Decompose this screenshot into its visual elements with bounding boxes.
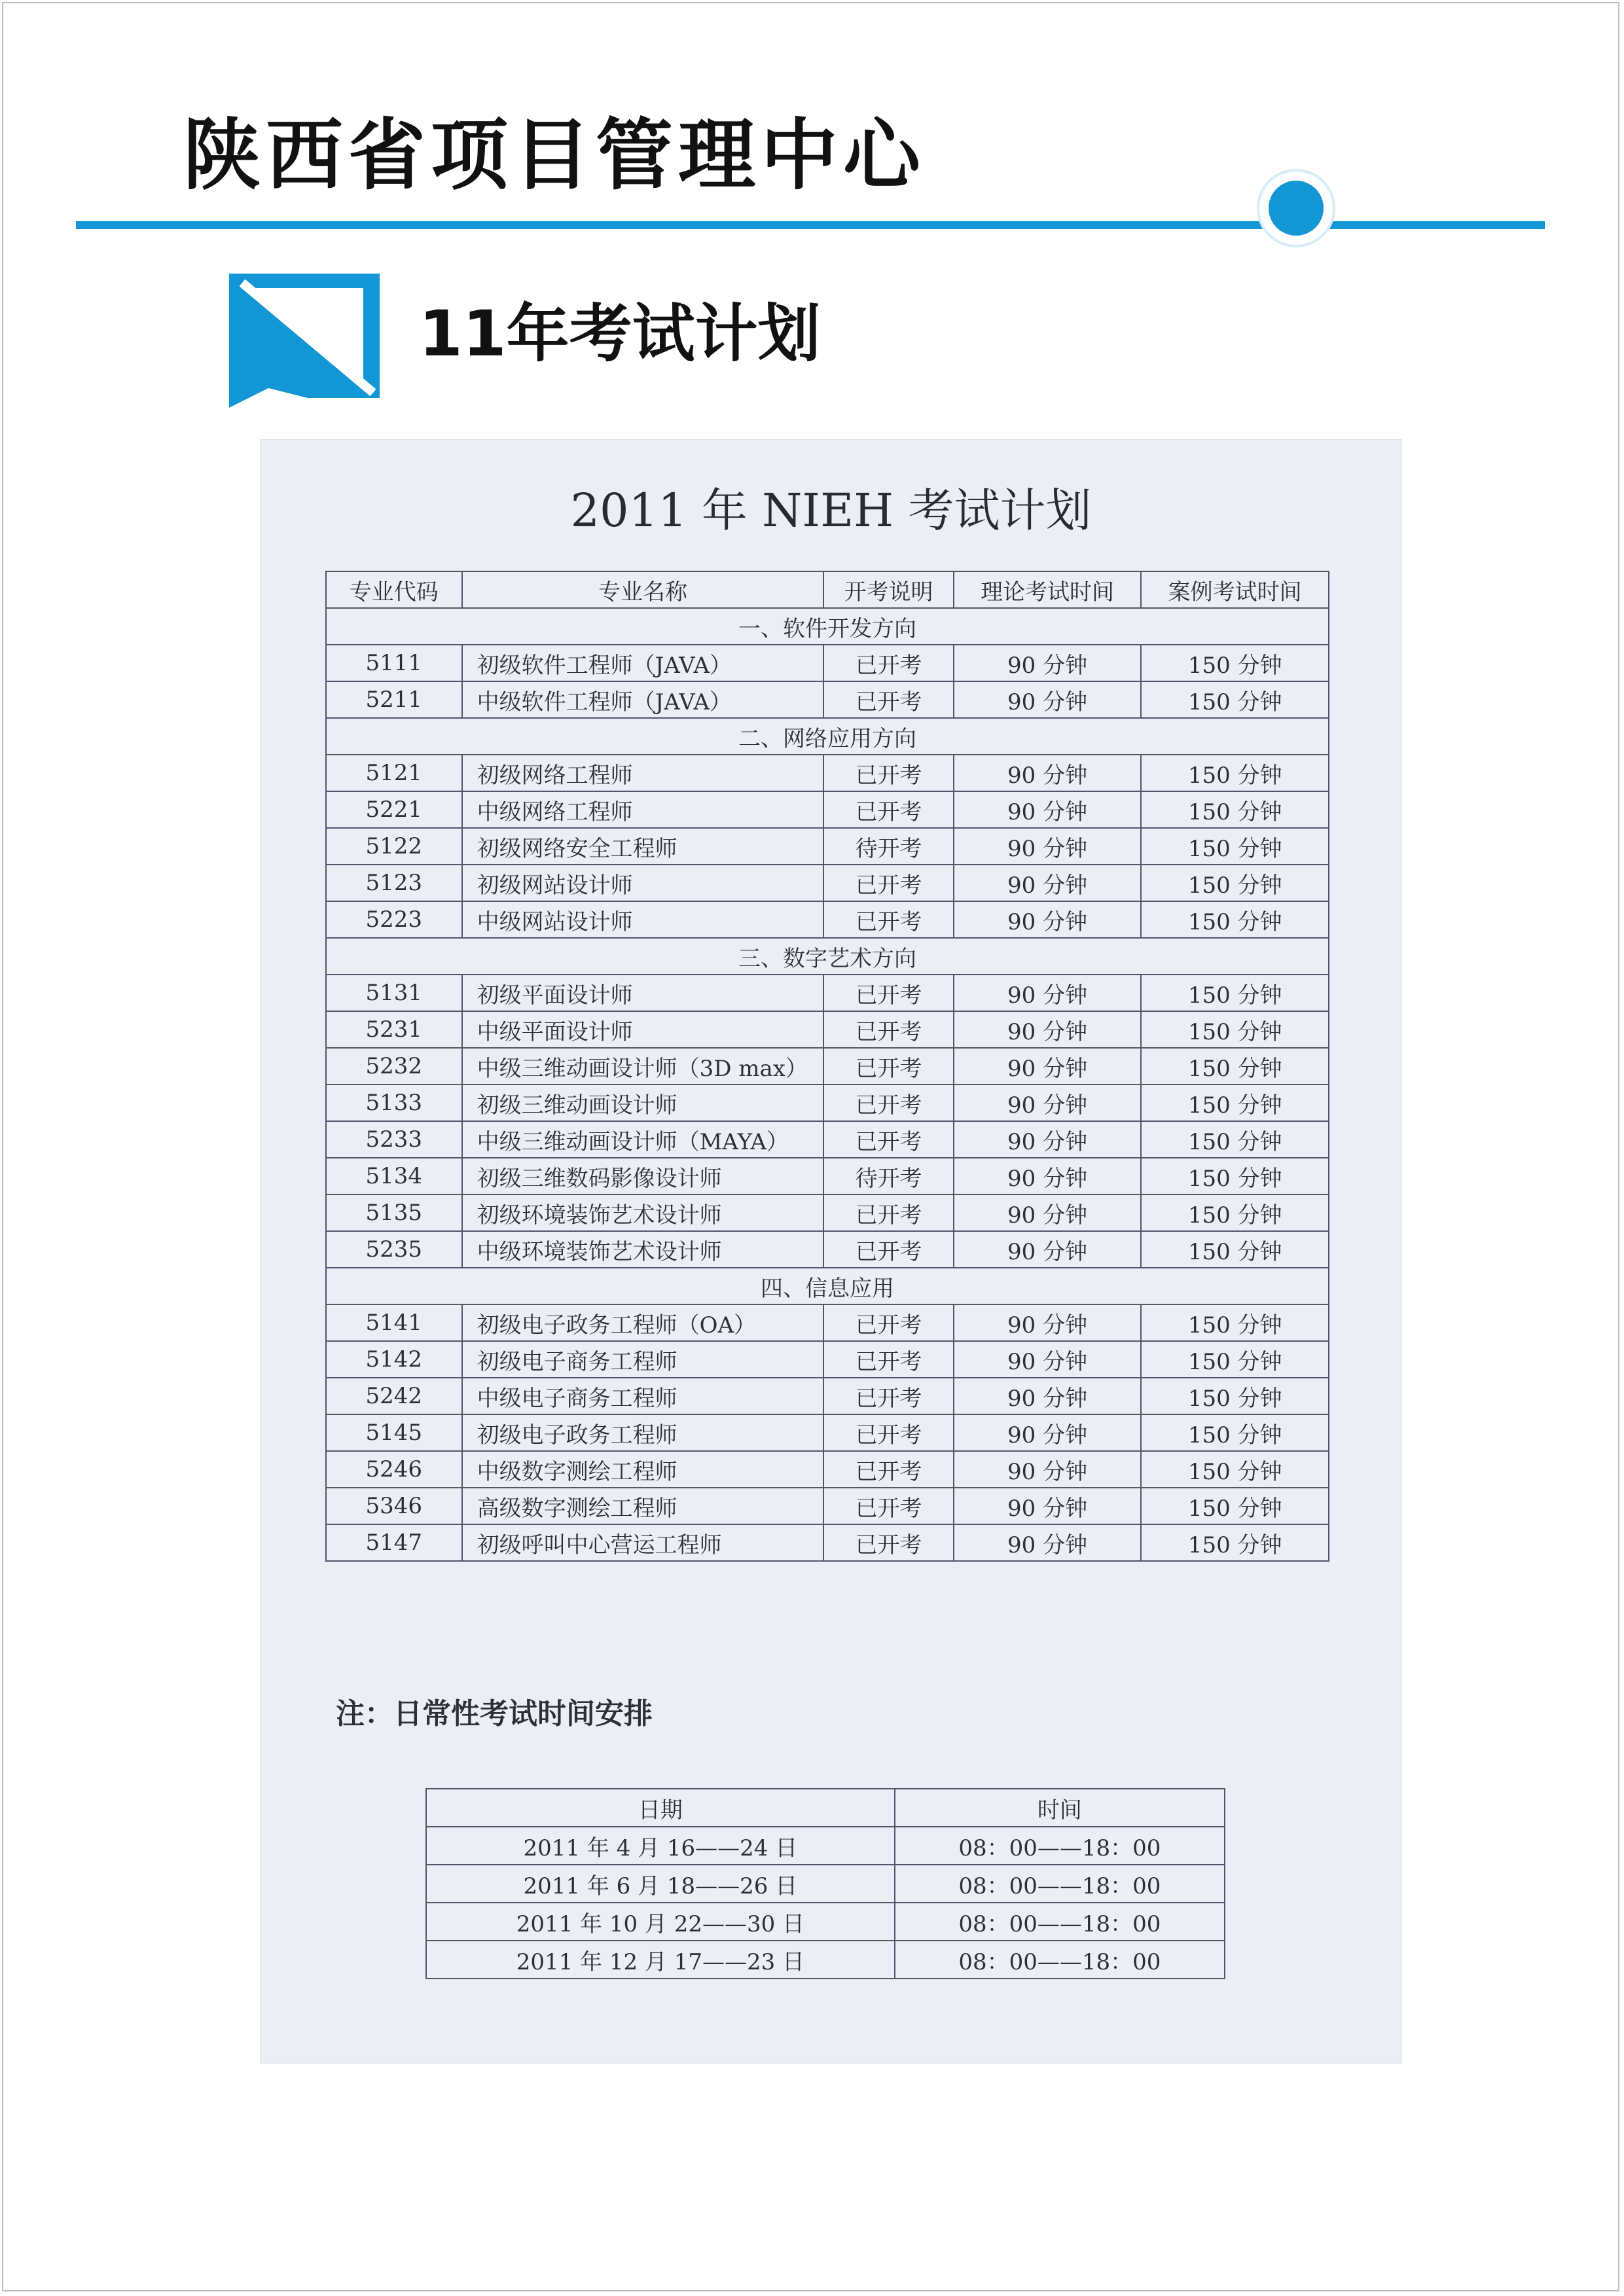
row-code: 5211	[326, 681, 462, 718]
row-status: 已开考	[823, 755, 953, 791]
row-case-time: 150 分钟	[1141, 865, 1329, 901]
table-row	[326, 1121, 1329, 1158]
row-theory-time: 90 分钟	[954, 1414, 1142, 1451]
table-row	[326, 1341, 1329, 1378]
group-heading-row	[326, 938, 1329, 975]
row-name: 中级网络工程师	[462, 791, 824, 828]
row-code: 5346	[326, 1488, 462, 1524]
row-code: 5135	[326, 1194, 462, 1231]
row-theory-time: 90 分钟	[954, 1304, 1142, 1341]
row-name: 中级网站设计师	[462, 901, 824, 938]
row-case-time: 150 分钟	[1141, 1121, 1329, 1158]
row-status: 已开考	[823, 1231, 953, 1268]
row-name: 初级网络安全工程师	[462, 828, 824, 865]
row-code: 5121	[326, 755, 462, 791]
row-theory-time: 90 分钟	[954, 1524, 1142, 1561]
row-theory-time: 90 分钟	[954, 975, 1142, 1011]
row-name: 高级数字测绘工程师	[462, 1488, 824, 1524]
table-row	[326, 1414, 1329, 1451]
group-heading: 二、网络应用方向	[326, 718, 1329, 755]
schedule-time: 08：00——18：00	[895, 1903, 1225, 1941]
row-case-time: 150 分钟	[1141, 1524, 1329, 1561]
section-logo-icon	[229, 274, 380, 411]
row-case-time: 150 分钟	[1141, 1304, 1329, 1341]
row-name: 初级环境装饰艺术设计师	[462, 1194, 824, 1231]
schedule-date: 2011 年 4 月 16——24 日	[426, 1827, 895, 1865]
row-status: 已开考	[823, 1341, 953, 1378]
table-row	[326, 1158, 1329, 1194]
table-row	[326, 901, 1329, 938]
row-case-time: 150 分钟	[1141, 1451, 1329, 1488]
row-code: 5242	[326, 1378, 462, 1414]
row-status: 已开考	[823, 1488, 953, 1524]
row-case-time: 150 分钟	[1141, 1011, 1329, 1048]
schedule-note: 注：日常性考试时间安排	[336, 1697, 653, 1731]
table-row	[326, 1048, 1329, 1085]
header-rule-circle	[1257, 169, 1335, 247]
row-theory-time: 90 分钟	[954, 1194, 1142, 1231]
table-row	[326, 828, 1329, 865]
schedule-time: 08：00——18：00	[895, 1941, 1225, 1979]
group-heading-row	[326, 608, 1329, 645]
row-status: 已开考	[823, 1194, 953, 1231]
table-row	[326, 1194, 1329, 1231]
row-status: 已开考	[823, 1011, 953, 1048]
row-theory-time: 90 分钟	[954, 1048, 1142, 1085]
row-code: 5142	[326, 1341, 462, 1378]
table-row	[326, 1231, 1329, 1268]
row-status: 已开考	[823, 1048, 953, 1085]
document-title: 2011 年 NIEH 考试计划	[570, 484, 1092, 537]
org-title: 陕西省项目管理中心	[183, 110, 926, 200]
row-name: 初级平面设计师	[462, 975, 824, 1011]
table-row	[326, 865, 1329, 901]
row-code: 5145	[326, 1414, 462, 1451]
table-row	[326, 755, 1329, 791]
row-code: 5131	[326, 975, 462, 1011]
row-name: 中级平面设计师	[462, 1011, 824, 1048]
scanned-document	[261, 440, 1401, 2063]
table-row	[326, 1085, 1329, 1121]
row-case-time: 150 分钟	[1141, 681, 1329, 718]
row-code: 5221	[326, 791, 462, 828]
row-case-time: 150 分钟	[1141, 1414, 1329, 1451]
row-status: 已开考	[823, 1524, 953, 1561]
row-theory-time: 90 分钟	[954, 755, 1142, 791]
row-name: 中级环境装饰艺术设计师	[462, 1231, 824, 1268]
row-status: 已开考	[823, 901, 953, 938]
row-status: 已开考	[823, 1304, 953, 1341]
schedule-row	[426, 1903, 1225, 1941]
row-status: 已开考	[823, 865, 953, 901]
row-theory-time: 90 分钟	[954, 1085, 1142, 1121]
row-code: 5134	[326, 1158, 462, 1194]
row-name: 初级三维动画设计师	[462, 1085, 824, 1121]
row-name: 中级三维动画设计师（MAYA）	[462, 1121, 824, 1158]
row-theory-time: 90 分钟	[954, 1378, 1142, 1414]
column-header-theory-time: 理论考试时间	[954, 571, 1142, 608]
table-row	[326, 645, 1329, 681]
row-code: 5133	[326, 1085, 462, 1121]
row-theory-time: 90 分钟	[954, 1011, 1142, 1048]
schedule-row	[426, 1865, 1225, 1903]
row-status: 已开考	[823, 1378, 953, 1414]
row-status: 待开考	[823, 828, 953, 865]
row-case-time: 150 分钟	[1141, 1488, 1329, 1524]
column-header-code: 专业代码	[326, 571, 462, 608]
row-status: 已开考	[823, 1085, 953, 1121]
table-row	[326, 791, 1329, 828]
row-code: 5122	[326, 828, 462, 865]
row-theory-time: 90 分钟	[954, 901, 1142, 938]
row-name: 初级电子商务工程师	[462, 1341, 824, 1378]
table-row	[326, 681, 1329, 718]
row-case-time: 150 分钟	[1141, 828, 1329, 865]
group-heading-row	[326, 718, 1329, 755]
schedule-header-time: 时间	[895, 1789, 1225, 1827]
row-name: 初级三维数码影像设计师	[462, 1158, 824, 1194]
row-code: 5246	[326, 1451, 462, 1488]
exam-plan-table	[325, 571, 1329, 1562]
schedule-date: 2011 年 6 月 18——26 日	[426, 1865, 895, 1903]
row-case-time: 150 分钟	[1141, 1378, 1329, 1414]
schedule-time: 08：00——18：00	[895, 1827, 1225, 1865]
row-status: 已开考	[823, 791, 953, 828]
row-name: 中级软件工程师（JAVA）	[462, 681, 824, 718]
row-theory-time: 90 分钟	[954, 1488, 1142, 1524]
table-row	[326, 1451, 1329, 1488]
row-case-time: 150 分钟	[1141, 975, 1329, 1011]
schedule-row	[426, 1827, 1225, 1865]
row-code: 5233	[326, 1121, 462, 1158]
schedule-table	[425, 1788, 1225, 1979]
column-header-case-time: 案例考试时间	[1141, 571, 1329, 608]
row-name: 初级网络工程师	[462, 755, 824, 791]
row-name: 初级呼叫中心营运工程师	[462, 1524, 824, 1561]
group-heading: 一、软件开发方向	[326, 608, 1329, 645]
row-status: 已开考	[823, 645, 953, 681]
row-status: 已开考	[823, 1121, 953, 1158]
row-case-time: 150 分钟	[1141, 1048, 1329, 1085]
row-theory-time: 90 分钟	[954, 1451, 1142, 1488]
row-name: 初级电子政务工程师（OA）	[462, 1304, 824, 1341]
row-code: 5111	[326, 645, 462, 681]
row-name: 中级电子商务工程师	[462, 1378, 824, 1414]
row-case-time: 150 分钟	[1141, 901, 1329, 938]
row-code: 5147	[326, 1524, 462, 1561]
row-name: 中级数字测绘工程师	[462, 1451, 824, 1488]
row-theory-time: 90 分钟	[954, 1231, 1142, 1268]
group-heading: 三、数字艺术方向	[326, 938, 1329, 975]
group-heading: 四、信息应用	[326, 1268, 1329, 1304]
row-theory-time: 90 分钟	[954, 828, 1142, 865]
row-code: 5231	[326, 1011, 462, 1048]
row-case-time: 150 分钟	[1141, 1341, 1329, 1378]
schedule-date: 2011 年 10 月 22——30 日	[426, 1903, 895, 1941]
schedule-header-row	[426, 1789, 1225, 1827]
table-row	[326, 1304, 1329, 1341]
row-theory-time: 90 分钟	[954, 791, 1142, 828]
row-code: 5123	[326, 865, 462, 901]
column-header-name: 专业名称	[462, 571, 824, 608]
row-status: 已开考	[823, 975, 953, 1011]
row-theory-time: 90 分钟	[954, 1158, 1142, 1194]
table-row	[326, 975, 1329, 1011]
row-status: 待开考	[823, 1158, 953, 1194]
row-name: 初级网站设计师	[462, 865, 824, 901]
schedule-header-date: 日期	[426, 1789, 895, 1827]
section-title: 11年考试计划	[419, 297, 821, 370]
row-case-time: 150 分钟	[1141, 1085, 1329, 1121]
row-theory-time: 90 分钟	[954, 865, 1142, 901]
row-code: 5232	[326, 1048, 462, 1085]
row-name: 初级软件工程师（JAVA）	[462, 645, 824, 681]
row-code: 5141	[326, 1304, 462, 1341]
row-name: 中级三维动画设计师（3D max）	[462, 1048, 824, 1085]
row-status: 已开考	[823, 681, 953, 718]
table-row	[326, 1378, 1329, 1414]
row-case-time: 150 分钟	[1141, 1231, 1329, 1268]
row-case-time: 150 分钟	[1141, 645, 1329, 681]
row-case-time: 150 分钟	[1141, 755, 1329, 791]
schedule-row	[426, 1941, 1225, 1979]
row-theory-time: 90 分钟	[954, 681, 1142, 718]
row-case-time: 150 分钟	[1141, 791, 1329, 828]
row-case-time: 150 分钟	[1141, 1194, 1329, 1231]
row-case-time: 150 分钟	[1141, 1158, 1329, 1194]
row-theory-time: 90 分钟	[954, 1121, 1142, 1158]
table-row	[326, 1488, 1329, 1524]
schedule-date: 2011 年 12 月 17——23 日	[426, 1941, 895, 1979]
row-code: 5223	[326, 901, 462, 938]
table-row	[326, 1011, 1329, 1048]
schedule-time: 08：00——18：00	[895, 1865, 1225, 1903]
row-theory-time: 90 分钟	[954, 645, 1142, 681]
row-theory-time: 90 分钟	[954, 1341, 1142, 1378]
row-status: 已开考	[823, 1451, 953, 1488]
column-header-status: 开考说明	[823, 571, 953, 608]
table-header-row	[326, 571, 1329, 608]
row-status: 已开考	[823, 1414, 953, 1451]
group-heading-row	[326, 1268, 1329, 1304]
row-code: 5235	[326, 1231, 462, 1268]
row-name: 初级电子政务工程师	[462, 1414, 824, 1451]
table-row	[326, 1524, 1329, 1561]
